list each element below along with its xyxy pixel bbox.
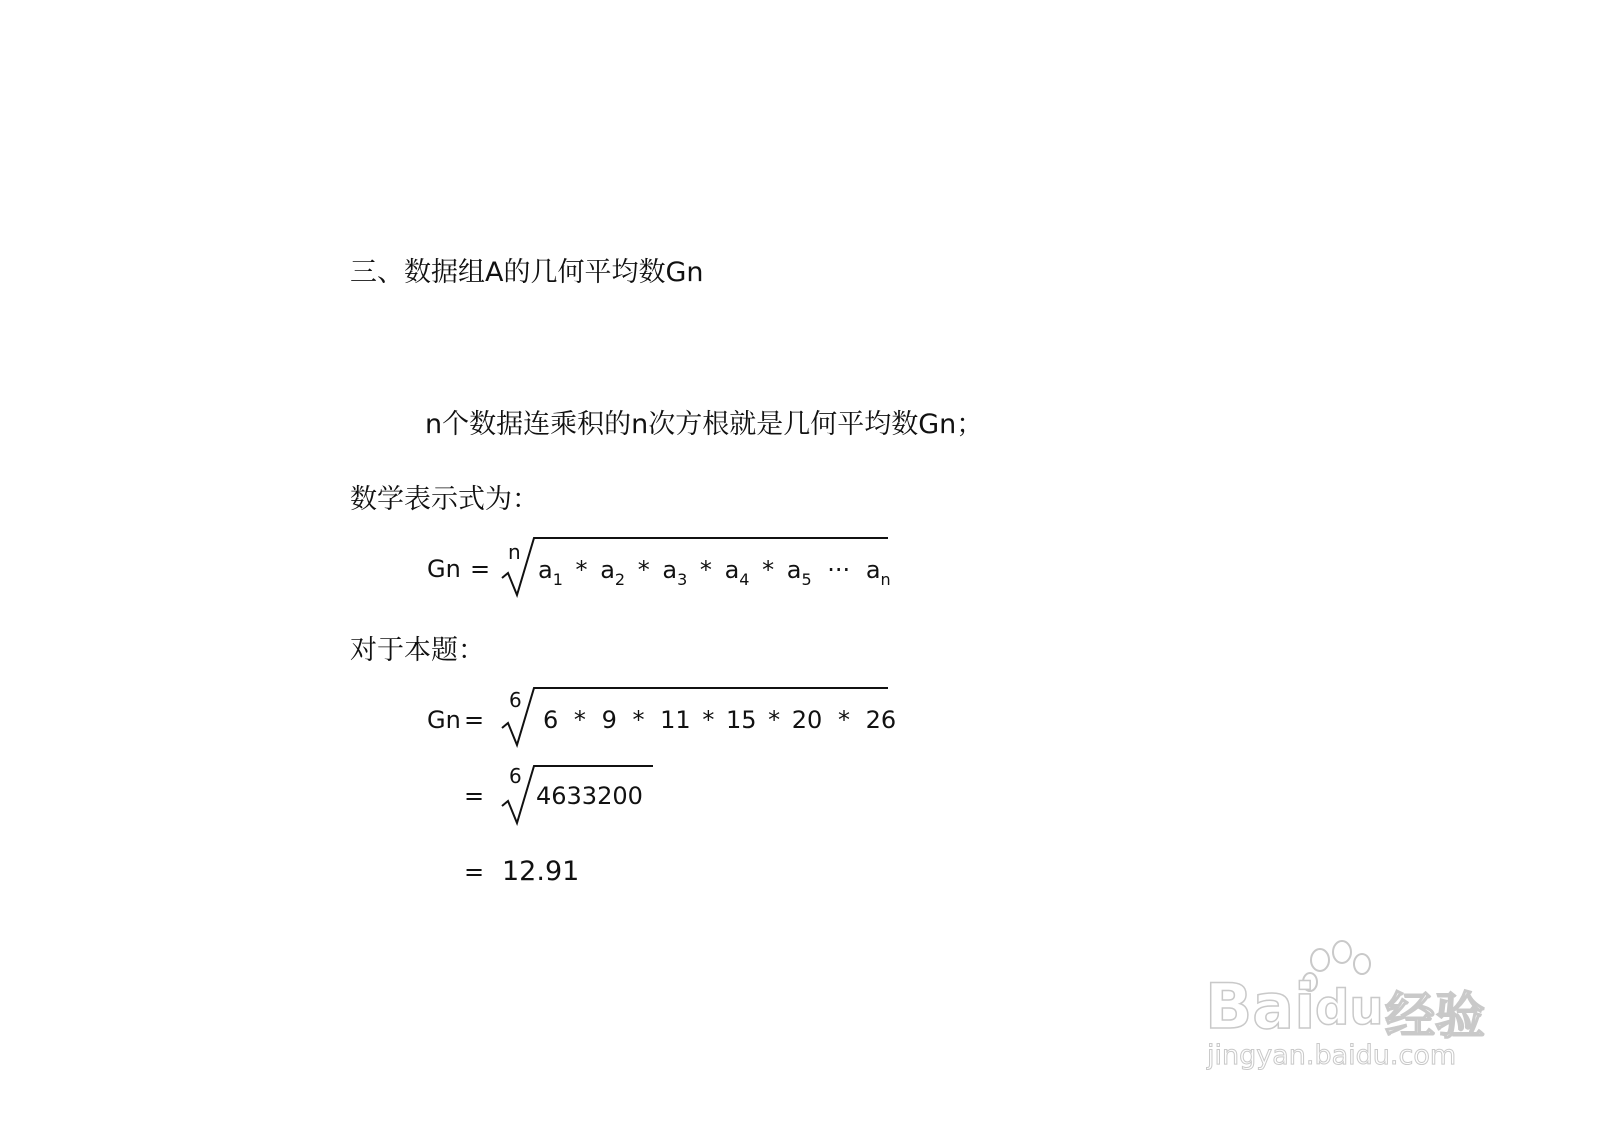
calc-product: 4633200	[536, 782, 643, 810]
term-a3: $a_3$	[662, 556, 688, 589]
term-a1: $a_1$	[538, 556, 563, 589]
term-an: $a_n$	[865, 556, 891, 589]
watermark-url: jingyan.baidu.com	[1207, 1040, 1457, 1071]
baidu-watermark	[1205, 940, 1495, 1080]
term-a4: $a_4$	[724, 556, 750, 589]
calc-equals-3: =	[464, 858, 485, 886]
root-index-6a: 6	[509, 688, 522, 712]
watermark-brand: Bai	[1205, 970, 1316, 1043]
ellipsis: ···	[827, 556, 851, 584]
calc-equals-1: =	[464, 706, 485, 734]
root-index-n: n	[508, 540, 521, 564]
section-title: 三、数据组A的几何平均数Gn	[350, 257, 704, 288]
definition-text: n个数据连乘积的n次方根就是几何平均数Gn；	[425, 409, 984, 440]
formula-equals: =	[470, 555, 491, 583]
formula-lhs: Gn	[427, 555, 461, 583]
calc-lhs: Gn	[427, 706, 461, 734]
problem-label: 对于本题：	[350, 635, 485, 666]
term-a2: $a_2$	[600, 556, 626, 589]
term-a5: $a_5$	[786, 556, 812, 589]
formula-label: 数学表示式为：	[350, 484, 539, 515]
watermark-brand-du: du	[1315, 980, 1384, 1036]
watermark-product: 经验	[1385, 987, 1485, 1045]
calc-result: 12.91	[502, 856, 580, 887]
calc-factors: 6 * 9 * 11 * 15 * 20 * 26	[543, 706, 897, 734]
root-index-6b: 6	[509, 764, 522, 788]
calc-equals-2: =	[464, 782, 485, 810]
general-terms: $a_1 * a_2 * a_3 * a_4 * a_5$ ··· $a_n$	[538, 556, 891, 589]
